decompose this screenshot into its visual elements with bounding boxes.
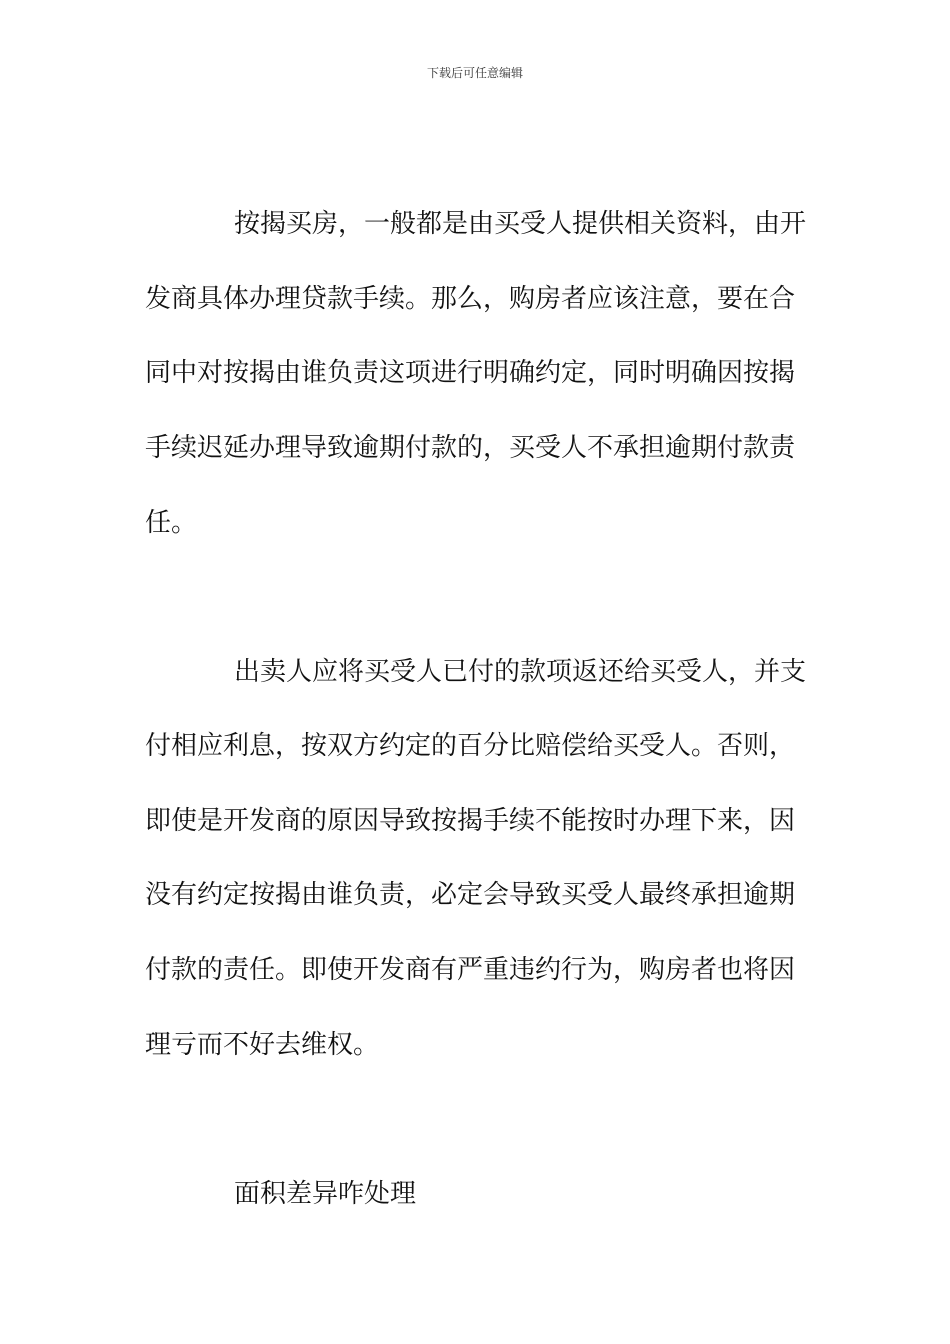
paragraph-1-line-1: 按揭买房，一般都是由买受人提供相关资料，由开 — [234, 209, 807, 239]
paragraph-2-line-5: 付款的责任。即使开发商有严重违约行为，购房者也将因 — [145, 955, 796, 985]
paragraph-2-line-2: 付相应利息，按双方约定的百分比赔偿给买受人。否则， — [145, 731, 796, 761]
paragraph-1-line-3: 同中对按揭由谁负责这项进行明确约定，同时明确因按揭 — [145, 358, 796, 388]
paragraph-1-line-2: 发商具体办理贷款手续。那么，购房者应该注意，要在合 — [145, 284, 796, 314]
paragraph-1-line-4: 手续迟延办理导致逾期付款的，买受人不承担逾期付款责 — [145, 433, 796, 463]
paragraph-2-line-4: 没有约定按揭由谁负责，必定会导致买受人最终承担逾期 — [145, 880, 796, 910]
page-header-note: 下载后可任意编辑 — [426, 66, 523, 80]
paragraph-2-line-3: 即使是开发商的原因导致按揭手续不能按时办理下来，因 — [145, 806, 796, 836]
section-heading: 面积差异咋处理 — [234, 1179, 417, 1209]
paragraph-2-line-1: 出卖人应将买受人已付的款项返还给买受人，并支 — [234, 657, 807, 687]
paragraph-2-line-6: 理亏而不好去维权。 — [145, 1030, 380, 1060]
paragraph-1-line-5: 任。 — [145, 508, 198, 538]
